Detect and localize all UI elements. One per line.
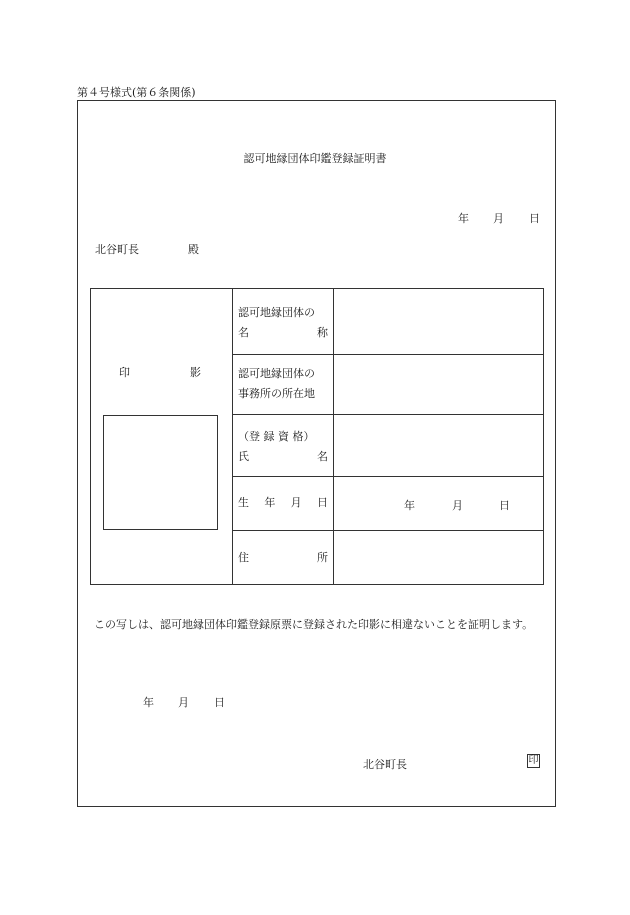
label-char: 氏 bbox=[238, 450, 249, 463]
issue-date-year-label: 年 bbox=[143, 696, 154, 709]
certification-statement: この写しは、認可地縁団体印鑑登録原票に登録された印影に相違ないことを証明します。 bbox=[94, 618, 534, 631]
date-day-label: 日 bbox=[529, 212, 540, 225]
label-line: 認可地縁団体の bbox=[238, 367, 315, 380]
seal-impression-label-right: 影 bbox=[190, 366, 201, 379]
label-line: 事務所の所在地 bbox=[238, 387, 315, 400]
label-char: 生 bbox=[238, 496, 249, 509]
label-char: 住 bbox=[238, 551, 249, 564]
document-title: 認可地縁団体印鑑登録証明書 bbox=[243, 152, 387, 165]
table-divider-right bbox=[333, 288, 334, 585]
seal-impression-label-left: 印 bbox=[119, 366, 130, 379]
issuer-mayor: 北谷町長 bbox=[363, 758, 407, 771]
field-label-address bbox=[238, 548, 328, 568]
label-char: 名 bbox=[317, 450, 328, 463]
seal-impression-box bbox=[103, 415, 218, 530]
date-year-label: 年 bbox=[458, 212, 469, 225]
label-char: 称 bbox=[317, 326, 328, 339]
addressee-mayor: 北谷町長 bbox=[95, 243, 139, 256]
label-char: 年 bbox=[264, 496, 276, 509]
label-char: 名 bbox=[238, 326, 249, 339]
birth-date-day-label: 日 bbox=[499, 499, 510, 512]
label-char: 日 bbox=[316, 496, 328, 509]
label-line: （登 録 資 格） bbox=[238, 430, 315, 443]
label-line: 認可地縁団体の bbox=[238, 306, 315, 319]
addressee-honorific: 殿 bbox=[188, 243, 199, 256]
label-line bbox=[238, 323, 328, 343]
table-row-divider bbox=[232, 530, 544, 531]
field-label-representative-name bbox=[238, 427, 328, 467]
date-month-label: 月 bbox=[493, 212, 504, 225]
field-label-birth-date bbox=[238, 493, 328, 513]
label-char: 月 bbox=[290, 496, 302, 509]
field-label-office-address bbox=[238, 364, 328, 404]
label-line bbox=[238, 447, 328, 467]
issue-date-day-label: 日 bbox=[214, 696, 225, 709]
birth-date-year-label: 年 bbox=[404, 499, 415, 512]
table-row-divider bbox=[232, 414, 544, 415]
table-row-divider bbox=[232, 354, 544, 355]
label-char: 所 bbox=[317, 551, 328, 564]
table-row-divider bbox=[232, 476, 544, 477]
official-seal-mark: 印 bbox=[528, 755, 539, 766]
issue-date-month-label: 月 bbox=[178, 696, 189, 709]
birth-date-month-label: 月 bbox=[452, 499, 463, 512]
form-number: 第４号様式(第６条関係) bbox=[77, 86, 196, 99]
table-divider-left bbox=[232, 288, 233, 585]
field-label-group-name bbox=[238, 303, 328, 343]
